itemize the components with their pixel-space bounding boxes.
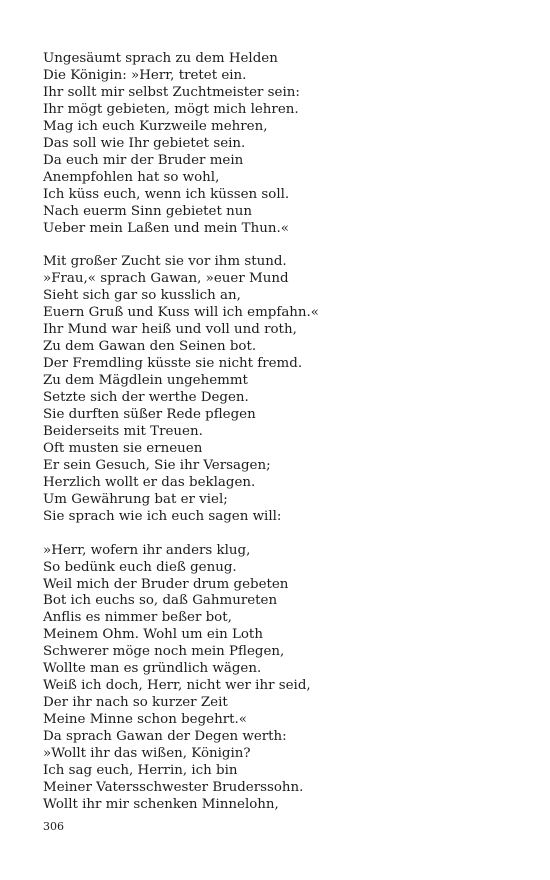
verse-line: Der Fremdling küsste sie nicht fremd. bbox=[43, 356, 303, 372]
verse-line: Da euch mir der Bruder mein bbox=[43, 152, 244, 168]
verse-line: Zu dem Gawan den Seinen bot. bbox=[43, 339, 257, 355]
verse-line: Anflis es nimmer beßer bot, bbox=[43, 610, 232, 626]
stanza-2 bbox=[43, 254, 513, 525]
verse-line: Bot ich euchs so, daß Gahmureten bbox=[43, 593, 278, 609]
verse-line: Sie sprach wie ich euch sagen will: bbox=[43, 508, 282, 524]
verse-line: Ungesäumt sprach zu dem Helden bbox=[43, 51, 278, 66]
verse-line: Schwerer möge noch mein Pflegen, bbox=[43, 644, 285, 660]
verse-line: Das soll wie Ihr gebietet sein. bbox=[43, 135, 246, 151]
verse-line: Anempfohlen hat so wohl, bbox=[43, 169, 220, 185]
verse-line: Wollt ihr mir schenken Minnelohn, bbox=[43, 796, 279, 812]
verse-line: Euern Gruß und Kuss will ich empfahn.« bbox=[43, 305, 319, 321]
verse-line: »Wollt ihr das wißen, Königin? bbox=[43, 746, 251, 762]
verse-line: Meiner Vatersschwester Bruderssohn. bbox=[43, 779, 304, 795]
stanza-1 bbox=[43, 51, 513, 237]
verse-line: Herzlich wollt er das beklagen. bbox=[43, 474, 256, 490]
verse-line: So bedünk euch dieß genug. bbox=[43, 559, 237, 575]
verse-line: Ich küss euch, wenn ich küssen soll. bbox=[43, 186, 290, 202]
verse-line: Oft musten sie erneuen bbox=[43, 440, 203, 456]
verse-line: Ihr Mund war heiß und voll und roth, bbox=[43, 322, 297, 338]
verse-line: Weil mich der Bruder drum gebeten bbox=[43, 576, 289, 592]
verse-line: Sie durften süßer Rede pflegen bbox=[43, 407, 256, 422]
verse-line: Zu dem Mägdlein ungehemmt bbox=[43, 373, 248, 389]
verse-line: Weiß ich doch, Herr, nicht wer ihr seid, bbox=[43, 678, 311, 694]
verse-line: Er sein Gesuch, Sie ihr Versagen; bbox=[43, 457, 271, 473]
verse-line: Meine Minne schon begehrt.« bbox=[43, 712, 247, 728]
stanza-3 bbox=[43, 543, 513, 814]
verse-line: Wollte man es gründlich wägen. bbox=[43, 661, 262, 677]
verse-line: Die Königin: »Herr, tretet ein. bbox=[43, 67, 247, 83]
verse-line: »Herr, wofern ihr anders klug, bbox=[43, 542, 251, 558]
verse-line: Setzte sich der werthe Degen. bbox=[43, 390, 249, 406]
verse-line: Ich sag euch, Herrin, ich bin bbox=[43, 763, 238, 778]
poem-text bbox=[43, 51, 513, 814]
verse-line: Da sprach Gawan der Degen werth: bbox=[43, 729, 287, 745]
verse-line: Ihr mögt gebieten, mögt mich lehren. bbox=[43, 101, 299, 117]
verse-line: Nach euerm Sinn gebietet nun bbox=[43, 203, 252, 219]
verse-line: Um Gewährung bat er viel; bbox=[43, 491, 228, 507]
verse-line: Ihr sollt mir selbst Zuchtmeister sein: bbox=[43, 84, 300, 100]
verse-line: Mit großer Zucht sie vor ihm stund. bbox=[43, 254, 287, 270]
verse-line: Sieht sich gar so kusslich an, bbox=[43, 288, 241, 304]
verse-line: Beiderseits mit Treuen. bbox=[43, 423, 203, 439]
verse-line: Ueber mein Laßen und mein Thun.« bbox=[43, 220, 289, 236]
verse-line: »Frau,« sprach Gawan, »euer Mund bbox=[43, 271, 289, 287]
verse-line: Mag ich euch Kurzweile mehren, bbox=[43, 118, 268, 134]
verse-line: Meinem Ohm. Wohl um ein Loth bbox=[43, 627, 263, 643]
verse-line: Der ihr nach so kurzer Zeit bbox=[43, 695, 228, 711]
page-number: 306 bbox=[43, 820, 64, 833]
